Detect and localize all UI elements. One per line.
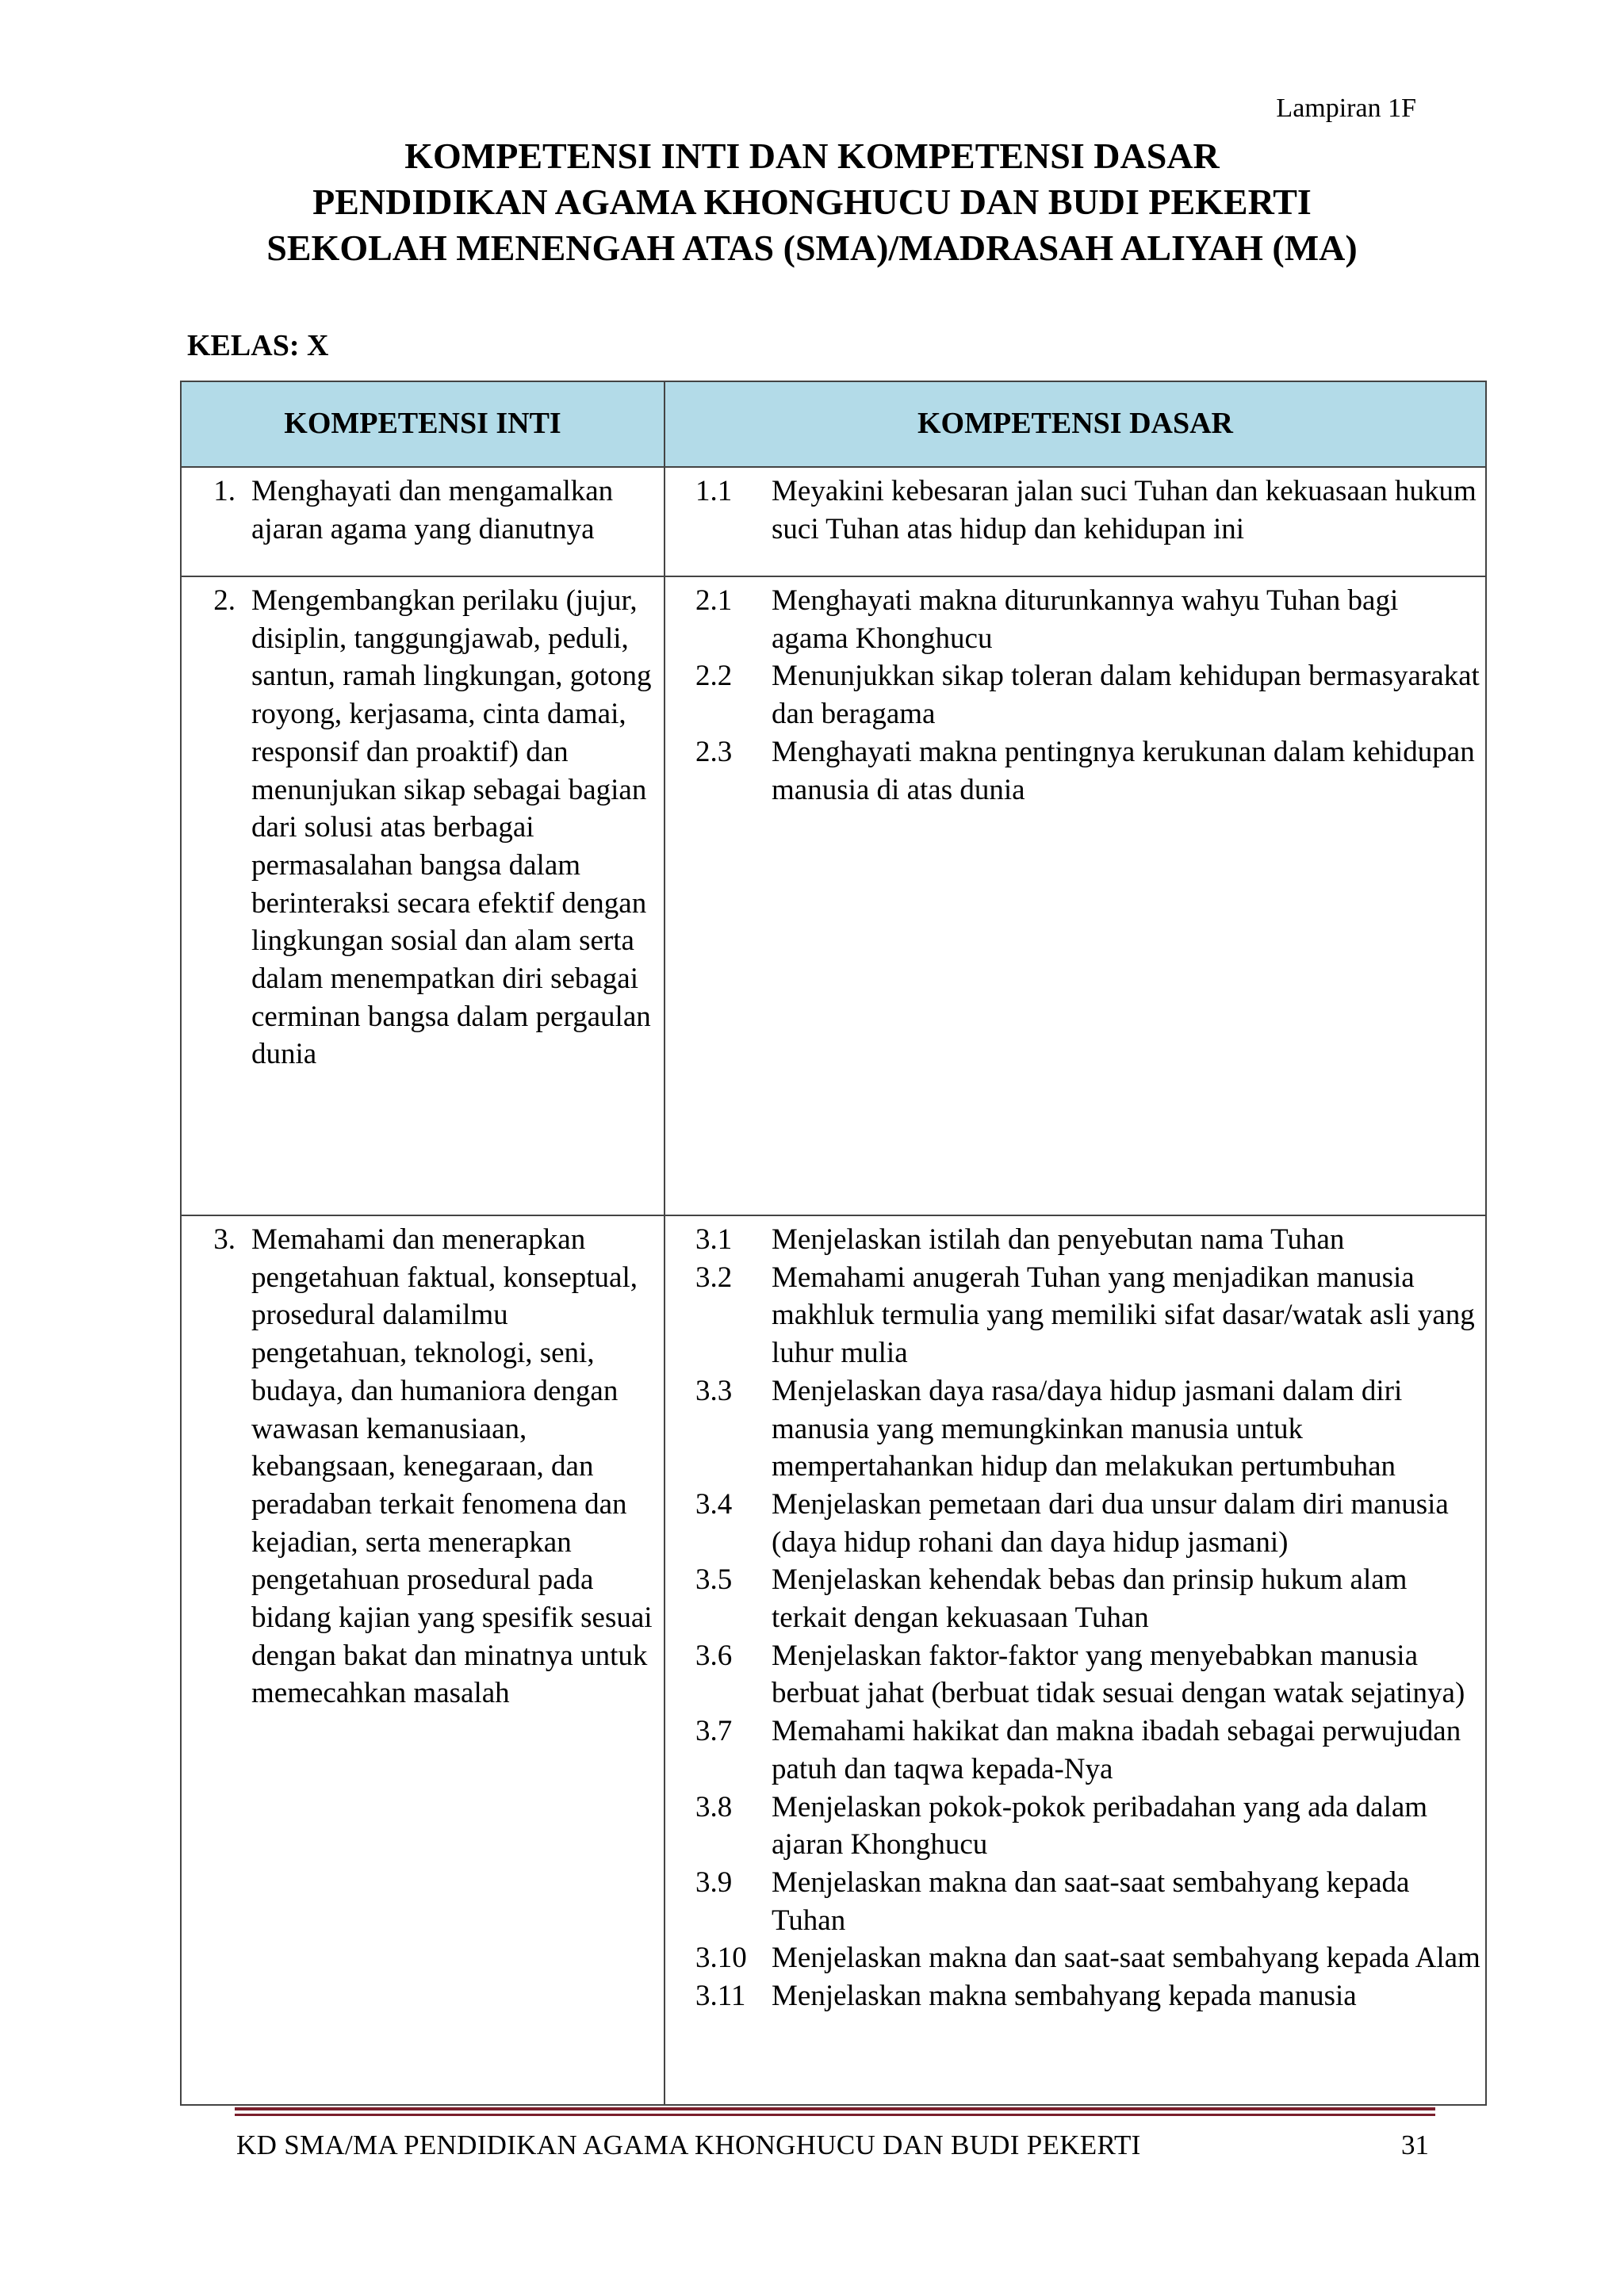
footer-title: KD SMA/MA PENDIDIKAN AGAMA KHONGHUCU DAN BUDI PEKERTI	[236, 2130, 1141, 2160]
title-line-2: PENDIDIKAN AGAMA KHONGHUCU DAN BUDI PEKERTI	[312, 182, 1312, 222]
kd-text: Menjelaskan makna dan saat-saat sembahyang kepada Alam	[772, 1942, 1480, 1975]
kd-text: Memahami hakikat dan makna ibadah sebagai perwujudan patuh dan taqwa kepada-Nya	[772, 1715, 1461, 1785]
kd-item	[695, 1561, 1480, 1636]
ki-item	[207, 582, 656, 1073]
kd-text: Menjelaskan daya rasa/daya hidup jasmani dalam diri manusia yang memungkinkan manusia untuk mempertahankan hidup dan melakukan pertumbuhan	[772, 1374, 1403, 1483]
table-row	[181, 576, 1486, 1215]
kd-number: 3.11	[695, 1980, 746, 2013]
ki-cell	[181, 1215, 665, 2105]
appendix-label: Lampiran 1F	[1276, 94, 1416, 123]
kd-item	[695, 1712, 1480, 1788]
ki-number: 3.	[213, 1223, 236, 1256]
kd-item	[695, 657, 1480, 733]
kd-item	[695, 1259, 1480, 1372]
kd-text: Menjelaskan pemetaan dari dua unsur dalam diri manusia (daya hidup rohani dan daya hidup jasmani)	[772, 1487, 1449, 1559]
kd-item	[695, 1864, 1480, 1939]
kd-cell	[665, 467, 1486, 576]
kd-number: 3.3	[695, 1374, 733, 1407]
table-header-row	[181, 381, 1486, 467]
kd-number: 3.2	[695, 1261, 733, 1294]
ki-item	[207, 1221, 656, 1712]
kd-text: Menghayati makna pentingnya kerukunan dalam kehidupan manusia di atas dunia	[772, 735, 1475, 806]
ki-text: Mengembangkan perilaku (jujur, disiplin, tanggungjawab, peduli, santun, ramah lingkungan, gotong royong, kerjasama, cinta damai, responsif dan proaktif) dan menunjukan sikap sebagai bagian dari solusi atas berbagai permasalahan bangsa dalam berinteraksi secara efektif dengan lingkungan sosial dan alam serta dalam menempatkan diri sebagai cerminan bangsa dalam pergaulan dunia	[251, 584, 652, 1071]
document-title	[0, 133, 1624, 271]
ki-text: Menghayati dan mengamalkan ajaran agama yang dianutnya	[251, 475, 614, 545]
kd-item	[695, 473, 1480, 548]
kd-number: 3.10	[695, 1942, 747, 1975]
kd-number: 3.7	[695, 1715, 733, 1748]
page-number: 31	[1401, 2130, 1429, 2160]
kd-item	[695, 1637, 1480, 1712]
table-row	[181, 467, 1486, 576]
kd-text: Menghayati makna diturunkannya wahyu Tuhan bagi agama Khonghucu	[772, 584, 1399, 655]
kd-text: Meyakini kebesaran jalan suci Tuhan dan kekuasaan hukum suci Tuhan atas hidup dan kehidupan ini	[772, 475, 1477, 545]
kd-text: Menjelaskan makna sembahyang kepada manusia	[772, 1980, 1357, 2013]
kd-item	[695, 1372, 1480, 1486]
class-label: KELAS: X	[187, 329, 329, 362]
footer-divider	[235, 2107, 1435, 2110]
kd-item	[695, 582, 1480, 657]
kd-cell	[665, 576, 1486, 1215]
kd-text: Menjelaskan makna dan saat-saat sembahyang kepada Tuhan	[772, 1866, 1410, 1937]
kd-number: 3.4	[695, 1487, 733, 1521]
column-header-ki: KOMPETENSI INTI	[181, 381, 665, 467]
kd-number: 3.6	[695, 1639, 733, 1672]
kd-text: Menunjukkan sikap toleran dalam kehidupan bermasyarakat dan beragama	[772, 660, 1480, 731]
kd-number: 3.1	[695, 1223, 733, 1256]
competency-table	[180, 381, 1487, 2106]
title-line-1: KOMPETENSI INTI DAN KOMPETENSI DASAR	[404, 136, 1220, 176]
ki-item	[207, 473, 656, 548]
ki-text: Memahami dan menerapkan pengetahuan faktual, konseptual, prosedural dalamilmu pengetahuan, teknologi, seni, budaya, dan humaniora dengan wawasan kemanusiaan, kebangsaan, kenegaraan, dan peradaban terkait fenomena dan kejadian, serta menerapkan pengetahuan prosedural pada bidang kajian yang spesifik sesuai dengan bakat dan minatnya untuk memecahkan masalah	[251, 1223, 653, 1710]
kd-number: 3.9	[695, 1866, 733, 1899]
kd-text: Memahami anugerah Tuhan yang menjadikan manusia makhluk termulia yang memiliki sifat dasar/watak asli yang luhur mulia	[772, 1261, 1475, 1370]
kd-item	[695, 1977, 1480, 2015]
kd-item	[695, 1221, 1480, 1259]
kd-item	[695, 1939, 1480, 1977]
kd-text: Menjelaskan pokok-pokok peribadahan yang ada dalam ajaran Khonghucu	[772, 1790, 1428, 1862]
kd-text: Menjelaskan kehendak bebas dan prinsip hukum alam terkait dengan kekuasaan Tuhan	[772, 1563, 1408, 1635]
kd-number: 3.5	[695, 1563, 733, 1597]
kd-cell	[665, 1215, 1486, 2105]
column-header-kd: KOMPETENSI DASAR	[665, 381, 1486, 467]
kd-item	[695, 1486, 1480, 1561]
kd-number: 3.8	[695, 1790, 733, 1823]
title-line-3: SEKOLAH MENENGAH ATAS (SMA)/MADRASAH ALIYAH (MA)	[266, 228, 1358, 268]
table-row	[181, 1215, 1486, 2105]
footer-divider	[235, 2114, 1435, 2116]
ki-number: 2.	[213, 584, 236, 617]
kd-item	[695, 1789, 1480, 1864]
kd-number: 1.1	[695, 475, 733, 507]
ki-cell	[181, 576, 665, 1215]
kd-item	[695, 733, 1480, 809]
kd-number: 2.2	[695, 660, 733, 693]
ki-cell	[181, 467, 665, 576]
kd-text: Menjelaskan istilah dan penyebutan nama Tuhan	[772, 1223, 1345, 1256]
ki-number: 1.	[213, 475, 236, 507]
kd-text: Menjelaskan faktor-faktor yang menyebabkan manusia berbuat jahat (berbuat tidak sesuai dengan watak sejatinya)	[772, 1639, 1465, 1710]
kd-number: 2.1	[695, 584, 733, 617]
kd-number: 2.3	[695, 735, 733, 768]
